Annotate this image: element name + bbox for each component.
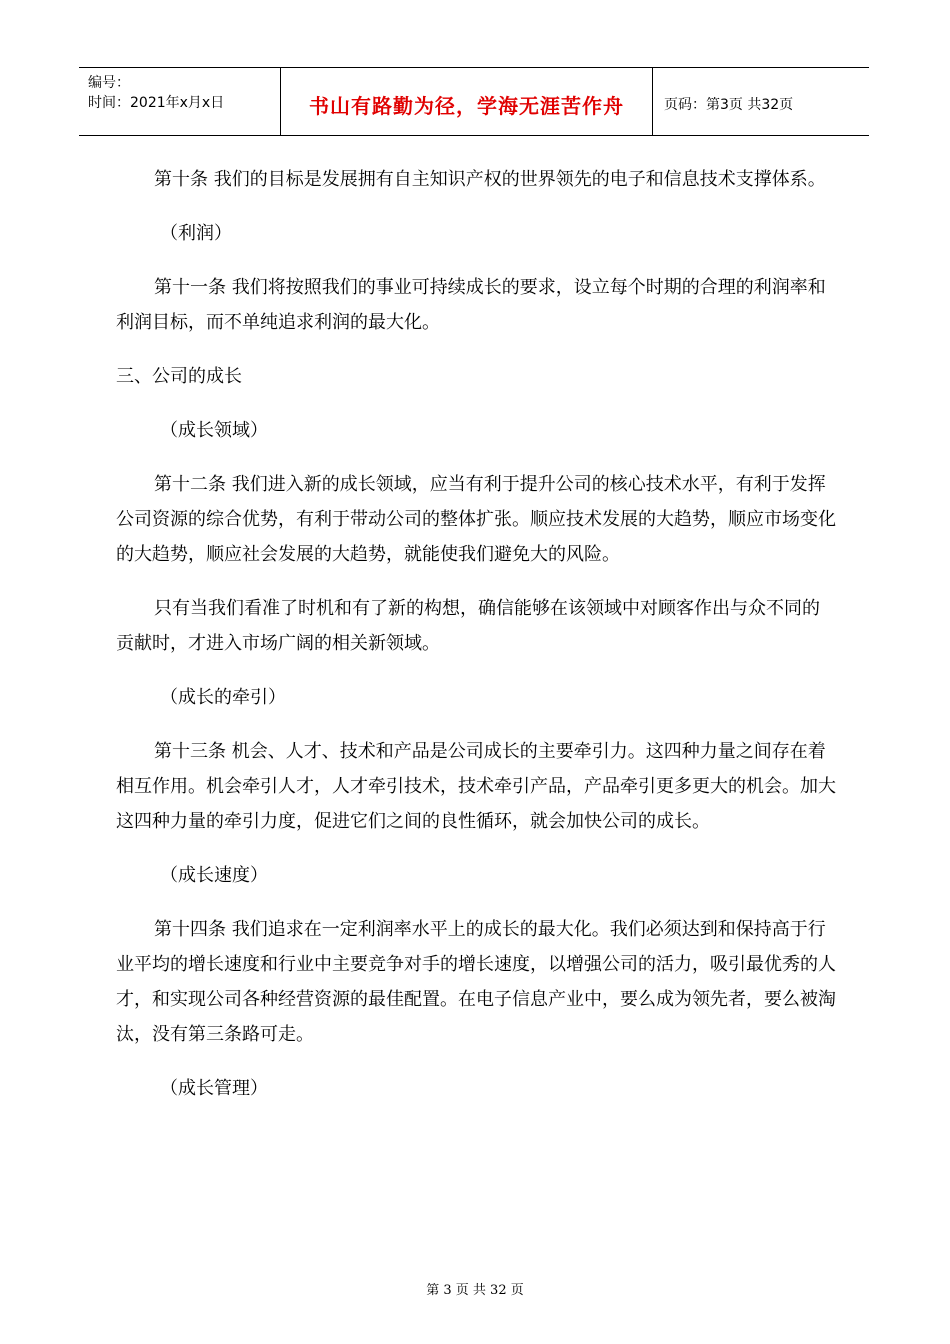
- document-body: [116, 162, 836, 1106]
- page-footer: 第 3 页 共 32 页: [426, 1283, 524, 1298]
- header-motto: 书山有路勤为径，学海无涯苦作舟: [281, 68, 653, 135]
- article-14: 第十四条 我们追求在一定利润率水平上的成长的最大化。我们必须达到和保持高于行业平均的增长速度和行业中主要竞争对手的增长速度，以增强公司的活力，吸引最优秀的人才，和实现公司各种经营资源的最佳配置。在电子信息产业中，要么成为领先者，要么被淘汰，没有第三条路可走。: [116, 919, 836, 1045]
- section-heading-growth: 三、公司的成长: [116, 366, 242, 387]
- page-header: [79, 67, 869, 136]
- subheading-profit: （利润）: [160, 223, 232, 244]
- document-date-label: 时间：2021年x月x日: [88, 95, 225, 111]
- subheading-growth-speed: （成长速度）: [160, 865, 268, 886]
- article-11: 第十一条 我们将按照我们的事业可持续成长的要求，设立每个时期的合理的利润率和利润目标，而不单纯追求利润的最大化。: [116, 277, 826, 333]
- document-number-label: 编号：: [88, 75, 130, 91]
- subheading-growth-field: （成长领域）: [160, 420, 268, 441]
- article-10: 第十条 我们的目标是发展拥有自主知识产权的世界领先的电子和信息技术支撑体系。: [154, 169, 826, 190]
- article-12-continued: 只有当我们看准了时机和有了新的构想，确信能够在该领域中对顾客作出与众不同的贡献时，才进入市场广阔的相关新领域。: [116, 598, 820, 654]
- article-12: 第十二条 我们进入新的成长领域，应当有利于提升公司的核心技术水平，有利于发挥公司资源的综合优势，有利于带动公司的整体扩张。顺应技术发展的大趋势，顺应市场变化的大趋势，顺应社会发展的大趋势，就能使我们避免大的风险。: [116, 474, 836, 565]
- subheading-growth-traction: （成长的牵引）: [160, 687, 286, 708]
- subheading-growth-management: （成长管理）: [160, 1078, 268, 1099]
- article-13: 第十三条 机会、人才、技术和产品是公司成长的主要牵引力。这四种力量之间存在着相互作用。机会牵引人才，人才牵引技术，技术牵引产品，产品牵引更多更大的机会。加大这四种力量的牵引力度，促进它们之间的良性循环，就会加快公司的成长。: [116, 741, 836, 832]
- header-meta: [79, 68, 281, 135]
- header-page-info: 页码：第3页 共32页: [664, 96, 794, 113]
